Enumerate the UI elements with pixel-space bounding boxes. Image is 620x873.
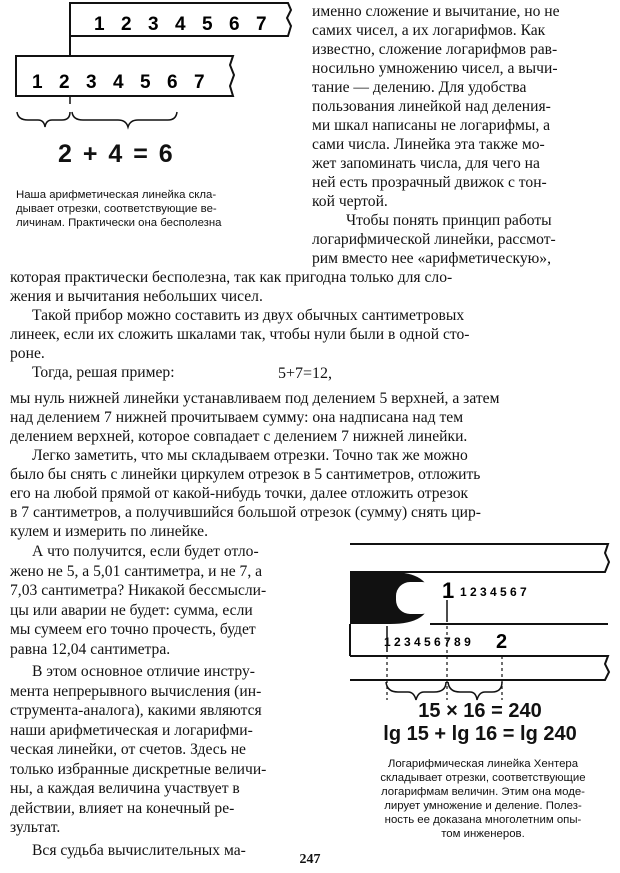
upper-scale-label: 6	[229, 14, 240, 35]
text-line: пользования линейкой над деления-	[312, 98, 551, 115]
upper-scale-label: 2	[121, 14, 132, 35]
text-line: кой чертой.	[312, 193, 388, 210]
caption-line: Наша арифметическая линейка скла-	[16, 189, 217, 201]
upper-scale-label: 7	[256, 14, 267, 35]
text-line: Такой прибор можно составить из двух обычных сантиметровых	[32, 307, 465, 324]
text-line: жет запоминать числа, для чего на	[312, 155, 540, 172]
text-line: В этом основное отличие инстру-	[32, 663, 255, 680]
text-line: А что получится, если будет отло-	[32, 543, 259, 560]
text-line: наши арифметическая и логарифми-	[10, 721, 253, 739]
text-line: Тогда, решая пример:	[32, 364, 175, 381]
sum-formula: 5+7=12,	[278, 365, 333, 382]
hunter-caption	[350, 757, 616, 841]
text-line: цы или аварии не будет: сумма, если	[10, 601, 253, 619]
text-line: только избранные дискретные величи-	[10, 760, 267, 778]
text-line: Чтобы понять принцип работы	[346, 212, 552, 229]
text-line: ми шкал написаны не логарифмы, а	[312, 117, 551, 134]
full-width-text-2	[10, 389, 614, 541]
arithmetic-equation: 2 + 4 = 6	[58, 140, 175, 168]
lower-scale-label: 3	[86, 72, 97, 93]
caption-line: логарифмам величин. Этим она моде-	[381, 786, 585, 798]
text-line: зультат.	[10, 819, 61, 836]
brace-left	[386, 682, 446, 700]
text-line: 7,03 сантиметра? Никакой бессмысли-	[10, 582, 267, 599]
text-line: роне.	[10, 345, 45, 362]
text-line: жения и вычитания небольших чисел.	[10, 288, 263, 305]
upper-scale-label: 3	[148, 14, 159, 35]
page-number: 247	[299, 852, 321, 867]
text-line: ней есть прозрачный движок с тон-	[312, 174, 547, 191]
brace-two	[17, 112, 70, 127]
text-line: мента непрерывного вычисления (ин-	[10, 682, 262, 700]
text-line: сами числа. Линейка эта также мо-	[312, 136, 545, 153]
text-line: в 7 сантиметров, а получившийся большой отрезок (сумму) снять цир-	[10, 504, 481, 521]
caption-line: дывает отрезки, соответствующие ве-	[16, 203, 217, 215]
upper-scale-label: 4	[175, 14, 186, 35]
caption-line: том инженеров.	[441, 828, 525, 840]
text-line: было бы снять с линейки циркулем отрезок в 5 сантиметров, отложить	[10, 466, 481, 483]
rule-slot-inner	[396, 582, 436, 614]
text-line: самих чисел, а их логарифмов. Как	[312, 22, 546, 39]
caption-line: лирует умножение и деление. Полез-	[384, 800, 582, 812]
text-line: жено не 5, а 5,01 сантиметра, и не 7, а	[10, 562, 263, 580]
hunter-equation-line-1: 15 × 16 = 240	[418, 700, 542, 722]
left-column-text	[10, 542, 332, 860]
upper-scale-label: 1	[94, 14, 105, 35]
hunter-lower-scale: 1 2 3 4 5 6 7 8 9	[384, 635, 471, 649]
text-line: Вся судьба вычислительных ма-	[32, 841, 246, 859]
text-line: Легко заметить, что мы складываем отрезки. Точно так же можно	[32, 447, 468, 464]
lower-scale-label: 4	[113, 72, 124, 93]
arithmetic-ruler-caption	[16, 188, 288, 230]
lower-scale-label: 1	[32, 72, 43, 93]
text-line: мы сумеем его точно прочесть, будет	[10, 621, 256, 638]
text-line: действии, влияет на конечный ре-	[10, 799, 235, 817]
hunter-lower-big-digit: 2	[496, 631, 508, 653]
text-line: кулем и измерить по линейке.	[10, 523, 209, 540]
rule-top-bar	[350, 544, 609, 572]
lower-scale-label: 5	[140, 72, 151, 93]
text-line: над делением 7 нижней прочитываем сумму: она надписана над тем	[10, 409, 464, 426]
text-line: носильно умножению чисел, а вычи-	[312, 60, 558, 77]
rule-dark-block	[350, 572, 390, 624]
text-line: делением верхней, которое совпадает с делением 7 нижней линейки.	[10, 428, 468, 445]
arithmetic-ruler-figure	[8, 0, 298, 140]
lower-scale-label: 2	[59, 72, 70, 93]
upper-scale-label: 5	[202, 14, 213, 35]
lower-scale-labels	[32, 72, 205, 93]
text-line: мы нуль нижней линейки устанавливаем под делением 5 верхней, а затем	[10, 390, 500, 407]
text-line: линеек, если их сложить шкалами так, чтобы нули были в одной сто-	[10, 326, 470, 343]
hunter-upper-big-digit: 1	[442, 578, 455, 603]
caption-line: ность ее доказана многолетним опы-	[384, 814, 582, 826]
text-line: его на любой прямой от какой-нибудь точки, далее отложить отрезок	[10, 485, 469, 502]
hunter-equation-line-2: lg 15 + lg 16 = lg 240	[383, 723, 577, 745]
caption-line: личинам. Практически она бесполезна	[16, 217, 222, 229]
brace-right	[448, 682, 502, 700]
hunter-equation	[360, 700, 600, 746]
text-line: ны, а каждая величина участвует в	[10, 780, 240, 797]
hunter-slide-rule-figure	[346, 540, 616, 700]
text-line: именно сложение и вычитание, но не	[312, 3, 560, 20]
lower-scale-label: 6	[167, 72, 178, 93]
lower-scale-label: 7	[194, 72, 205, 93]
rule-bottom-bar	[350, 656, 609, 680]
hunter-upper-scale: 1 2 3 4 5 6 7	[460, 585, 527, 599]
text-line: равна 12,04 сантиметра.	[10, 640, 171, 658]
caption-line: складывает отрезки, соответствующие	[380, 772, 586, 784]
brace-four	[72, 112, 177, 127]
text-line: которая практически бесполезна, так как пригодна только для сло-	[10, 269, 453, 286]
text-line: логарифмической линейки, рассмот-	[312, 231, 556, 248]
text-line: тание — делению. Для удобства	[312, 79, 527, 96]
text-line: рим вместо нее «арифметическую»,	[312, 250, 551, 267]
caption-line: Логарифмическая линейка Хентера	[387, 758, 579, 770]
text-line: струмента-аналога), какими являются	[10, 702, 262, 719]
right-column-paragraph	[312, 2, 614, 268]
upper-scale-labels	[94, 14, 267, 35]
text-line: известно, сложение логарифмов рав-	[312, 41, 558, 58]
text-line: ческая линейки, от счетов. Здесь не	[10, 741, 246, 758]
